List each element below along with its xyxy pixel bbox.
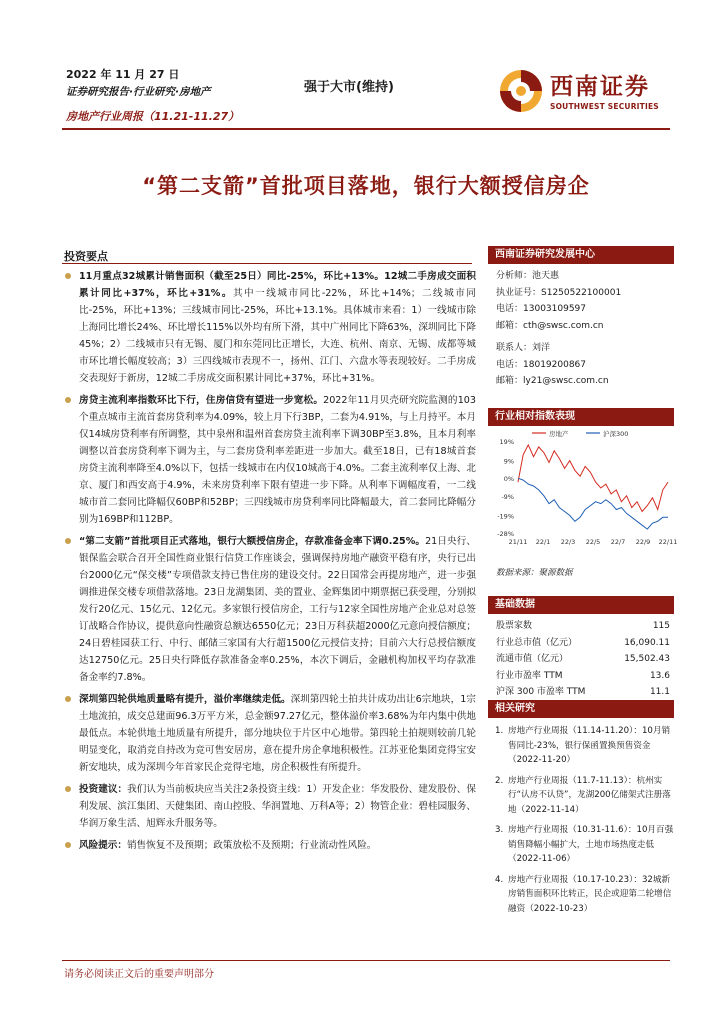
related-item[interactable]	[488, 873, 674, 917]
basic-data-row	[488, 618, 674, 635]
related-item-text: 房地产行业周报（10.31-11.6）：10月百强销售降幅小幅扩大，土地市场热度走低（2022-11-06）	[508, 825, 674, 864]
footer-disclaimer: 请务必阅读正文后的重要声明部分	[64, 969, 214, 980]
license-row	[488, 285, 674, 302]
bullet-second-arrow	[62, 533, 476, 686]
row-value: 11.1	[649, 687, 670, 697]
related-research-header: 相关研究	[488, 700, 674, 718]
analyst-label: 分析师：	[496, 271, 533, 281]
x-tick-label: 22/3	[560, 538, 576, 546]
header-divider	[62, 128, 670, 130]
bullet-text: 2022年11月贝壳研究院监测的103个重点城市主流首套房贷利率为4.09%，较上月下行3BP，二套为4.91%，与上月持平。本月仅14城房贷利率有所调整，其中泉州和温州首套房贷主流利率下调30BP至3.8%，且本月利率调整以首套房贷利率下调为主，与二套房贷利率差距进一步加大。截至18日，已有18城首套房贷主流利率降至4.0%以下，包括一线城市在内仅10城高于4.0%。二套主流利率仅上海、北京、厦门和西安高于4.9%，未来房贷利率下限有望进一步下降。从利率下调幅度看，一二线城市首二套同比降幅仅60BP和52BP；三四线城市房贷利率同比降幅最大，首二套同比降幅分别为169BP和112BP。	[79, 395, 477, 525]
x-tick-label: 22/11	[658, 538, 678, 546]
analyst-row	[488, 268, 674, 285]
y-tick-label: -19%	[497, 512, 514, 521]
row-value: 15,502.43	[624, 654, 670, 664]
related-item[interactable]	[488, 774, 674, 818]
basic-data-table	[488, 614, 674, 701]
email2-label: 邮箱：	[496, 376, 524, 386]
email-label: 邮箱：	[496, 320, 524, 331]
bullet-text: 深圳第四轮土拍共计成功出让6宗地块，1宗土地流拍，成交总建面96.3万平方米，总金额97.27亿元，整体溢价率3.68%为年内集中供地最低点。本轮供地土地质量有所提升，部分地块位于片区中心地带。第四轮土拍规则较前几轮明显变化，取消竞自持改为竞可售安居房，意在提升房企拿地积极性。江苏亚伦集团竞得宝安新安地块，成为深圳今年首家民企竞得宅地，房企积极性有所提升。	[79, 694, 476, 773]
phone-row	[488, 301, 674, 318]
phone2-label: 电话：	[496, 359, 524, 370]
related-item[interactable]	[488, 724, 674, 768]
rating: 强于大市(维持)	[304, 80, 394, 95]
email2-row	[488, 373, 674, 390]
series-line-real-estate	[518, 445, 668, 512]
basic-data-row	[488, 668, 674, 685]
related-item-text: 房地产行业周报（10.17-10.23）：32城新房销售面积环比转正，民企或迎第二轮增信融资（2022-10-23）	[508, 874, 672, 914]
logo-text-cn: 西南证券	[550, 73, 650, 100]
phone-label: 电话：	[496, 304, 524, 314]
x-tick-label: 22/7	[610, 538, 626, 546]
analyst-name: 池天惠	[532, 271, 560, 281]
email-link[interactable]: cth@swsc.com.cn	[523, 320, 604, 331]
research-center-header: 西南证券研究发展中心	[488, 246, 674, 264]
bullet-investment-advice	[62, 781, 476, 832]
footer-divider	[62, 960, 670, 961]
basic-data-row	[488, 651, 674, 668]
row-value: 115	[652, 621, 670, 631]
y-tick-label: -9%	[501, 492, 514, 501]
bullet-text: 21日央行、银保监会联合召开全国性商业银行信贷工作座谈会，强调保持房地产融资平稳有序，央行已出台2000亿元“保交楼”专项借款支持已售住房的建设交付。22日国常会再提房地产，进一步强调推进保交楼专项借款落地。23日龙湖集团、美的置业、金辉集团中期票据已获受理，分别拟发行20亿元、15亿元、12亿元。多家银行授信房企，工行与12家全国性房地产企业总对总签订战略合作协议，提供意向性融资总额达6550亿元；23日万科获超2000亿元意向授信额度；24日碧桂园获工行、中行、邮储三家国有大行超1500亿元授信支持；目前六大行总授信额度达12750亿元。25日央行降低存款准备金率0.25%，本次下调后，金融机构加权平均存款准备金率约7.8%。	[79, 536, 476, 683]
related-item-text: 房地产行业周报（11.7-11.13）：杭州实行“认房不认贷”，龙湖200亿储架式注册落地（2022-11-14）	[508, 775, 671, 815]
related-item-text: 房地产行业周报（11.14-11.20）：10月销售同比-23%，银行保函置换预售资金（2022-11-20）	[508, 726, 671, 765]
license-number: S1250522100001	[541, 287, 622, 298]
report-date: 2022 年 11 月 27 日	[66, 68, 180, 81]
related-item-number: 3.	[495, 825, 504, 835]
company-logo	[498, 64, 668, 120]
basic-data-panel	[488, 596, 674, 701]
bullet-bold: 房贷主流利率指数环比下行，住房信贷有望进一步宽松。	[79, 395, 324, 406]
x-tick-label: 21/11	[508, 538, 528, 546]
phone2-number: 18019200867	[523, 359, 587, 370]
phone2-row	[488, 357, 674, 374]
contact-row	[488, 340, 674, 357]
legend-label: 沪深300	[603, 430, 629, 438]
y-tick-label: 9%	[503, 457, 514, 466]
index-performance-header: 行业相对指数表现	[488, 408, 674, 426]
section-divider	[62, 263, 472, 264]
row-label: 流通市值（亿元）	[496, 654, 569, 664]
row-label: 股票家数	[496, 621, 533, 631]
x-tick-label: 22/9	[635, 538, 651, 546]
bullet-text: 其中一线城市同比-22%，环比+14%；二线城市同比-25%，环比+13%；三线城市同比-25%，环比+13.1%。具体城市来看：1）一线城市除上海同比增长24%、环比增长115%以外均有所下滑，其中广州同比下降63%，深圳同比下降45%；2）二线城市只有无锡、厦门和东莞同比正增长，大连、杭州、南京、无锡、成都等城市环比增长幅度较高；3）三四线城市表现不一，扬州、江门、六盘水等表现较好。二手房成交表现好于新房，12城二手房成交面积累计同比+37%，环比+31%。	[79, 288, 476, 384]
series-line-csi300	[518, 478, 668, 529]
basic-data-row	[488, 635, 674, 652]
bullet-bold: “第二支箭”首批项目正式落地，银行大额授信房企，存款准备金率下调0.25%。	[79, 536, 426, 547]
row-label: 行业市盈率 TTM	[496, 670, 563, 681]
investment-highlights	[62, 268, 476, 859]
related-item[interactable]	[488, 823, 674, 867]
chart-source: 数据来源：聚源数据	[496, 568, 573, 578]
relative-index-chart	[488, 429, 678, 551]
y-tick-label: 0%	[503, 475, 514, 484]
x-tick-label: 22/1	[535, 538, 551, 546]
report-weekly: 房地产行业周报（11.21-11.27）	[66, 110, 240, 123]
license-label: 执业证号：	[496, 287, 542, 298]
bullet-risk	[62, 837, 476, 854]
contact-name: 刘洋	[532, 343, 551, 353]
logo-text-en: SOUTHWEST SECURITIES	[550, 102, 659, 111]
row-label: 行业总市值（亿元）	[496, 637, 578, 648]
related-item-number: 1.	[495, 726, 504, 736]
legend-label: 房地产	[549, 430, 569, 438]
bullet-bold: 深圳第四轮供地质量略有提升，溢价率继续走低。	[79, 694, 291, 705]
bullet-mortgage	[62, 392, 476, 528]
bullet-bold: 投资建议：	[79, 784, 128, 795]
bullet-text: 销售恢复不及预期；政策放松不及预期；行业流动性风险。	[126, 840, 377, 851]
bullet-bold: 11月重点32城累计销售面积（截至25日）同比-25%，环比+13%。12城二手房成交面积累计同比+37%，环比+31%。	[79, 271, 476, 299]
y-tick-label: -28%	[497, 530, 514, 538]
row-value: 13.6	[649, 670, 670, 681]
report-type: 证券研究报告·行业研究·房地产	[66, 86, 211, 98]
report-title: “第二支箭”首批项目落地，银行大额授信房企	[142, 174, 590, 198]
basic-data-header: 基础数据	[488, 596, 674, 614]
phone-number: 13003109597	[523, 304, 587, 314]
chart-svg	[488, 429, 678, 551]
logo-emblem-icon	[498, 68, 544, 114]
bullet-text: 我们认为当前板块应当关注2条投资主线：1）开发企业：华发股份、建发股份、保利发展、滨江集团、天健集团、南山控股、华润置地、万科A等；2）物管企业：碧桂园服务、华润万象生活、旭辉永升服务等。	[79, 784, 477, 829]
email2-link[interactable]: ly21@swsc.com.cn	[523, 376, 609, 386]
bullet-shenzhen-land	[62, 691, 476, 776]
row-label: 沪深 300 市盈率 TTM	[496, 687, 586, 697]
related-item-number: 2.	[495, 775, 504, 786]
row-value: 16,090.11	[624, 637, 670, 648]
contact-label: 联系人：	[496, 343, 533, 353]
email-row	[488, 318, 674, 335]
y-tick-label: 19%	[499, 438, 514, 446]
bullet-bold: 风险提示：	[79, 840, 127, 851]
related-research-panel	[488, 700, 674, 916]
basic-data-row	[488, 684, 674, 701]
x-tick-label: 22/5	[585, 538, 601, 546]
index-performance-panel	[488, 408, 674, 426]
related-item-number: 4.	[495, 874, 504, 885]
section-title: 投资要点	[64, 250, 108, 263]
bullet-sales	[62, 268, 476, 387]
research-center-panel	[488, 246, 674, 390]
